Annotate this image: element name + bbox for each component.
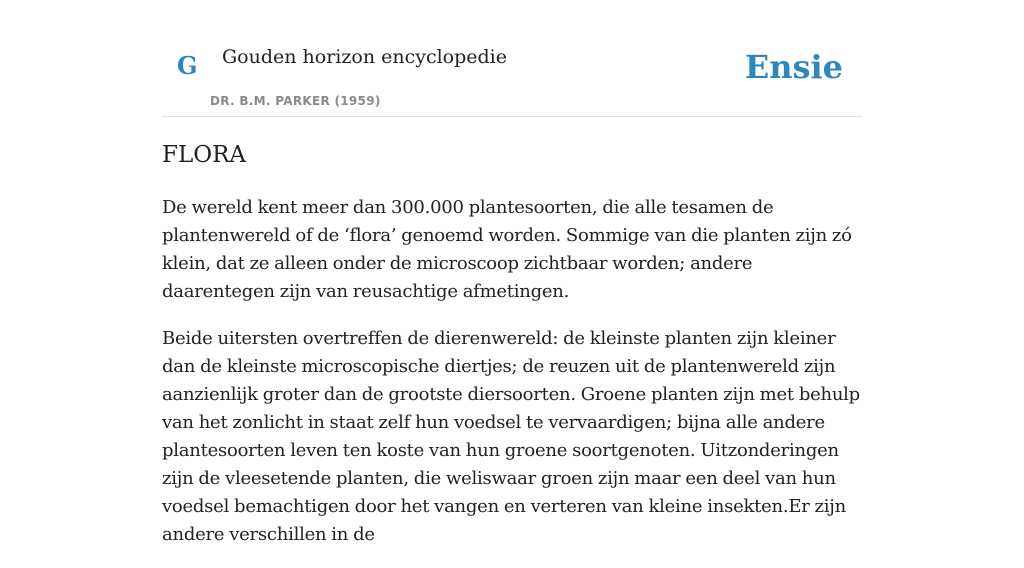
source-author: DR. B.M. PARKER (1959) xyxy=(210,94,381,108)
article xyxy=(162,138,864,568)
source-header xyxy=(162,0,862,117)
source-logo-icon[interactable]: G xyxy=(177,51,198,80)
article-paragraph: Beide uitersten overtreffen de dierenwereld: de kleinste planten zijn kleiner dan de kleinste microscopische diertjes; de reuzen uit de plantenwereld zijn aanzienlijk groter dan de grootste diersoorten. Groene planten zijn met behulp van het zonlicht in staat zelf hun voedsel te vervaardigen; bijna alle andere plantesoorten leven ten koste van hun groene soortgenoten. Uitzonderingen zijn de vleesetende planten, die weliswaar groen zijn maar een deel van hun voedsel bemachtigen door het vangen en verteren van kleine insekten.Er zijn andere verschillen in de xyxy=(162,328,860,545)
article-paragraph: De wereld kent meer dan 300.000 plantesoorten, die alle tesamen de plantenwereld of de ‘flora’ genoemd worden. Sommige van die planten zijn zó klein, dat ze alleen onder de microscoop zichtbaar worden; andere daarentegen zijn van reusachtige afmetingen. xyxy=(162,197,852,302)
source-title: Gouden horizon encyclopedie xyxy=(222,46,507,68)
ensie-logo[interactable]: Ensie xyxy=(744,48,843,86)
article-title: FLORA xyxy=(162,142,247,168)
